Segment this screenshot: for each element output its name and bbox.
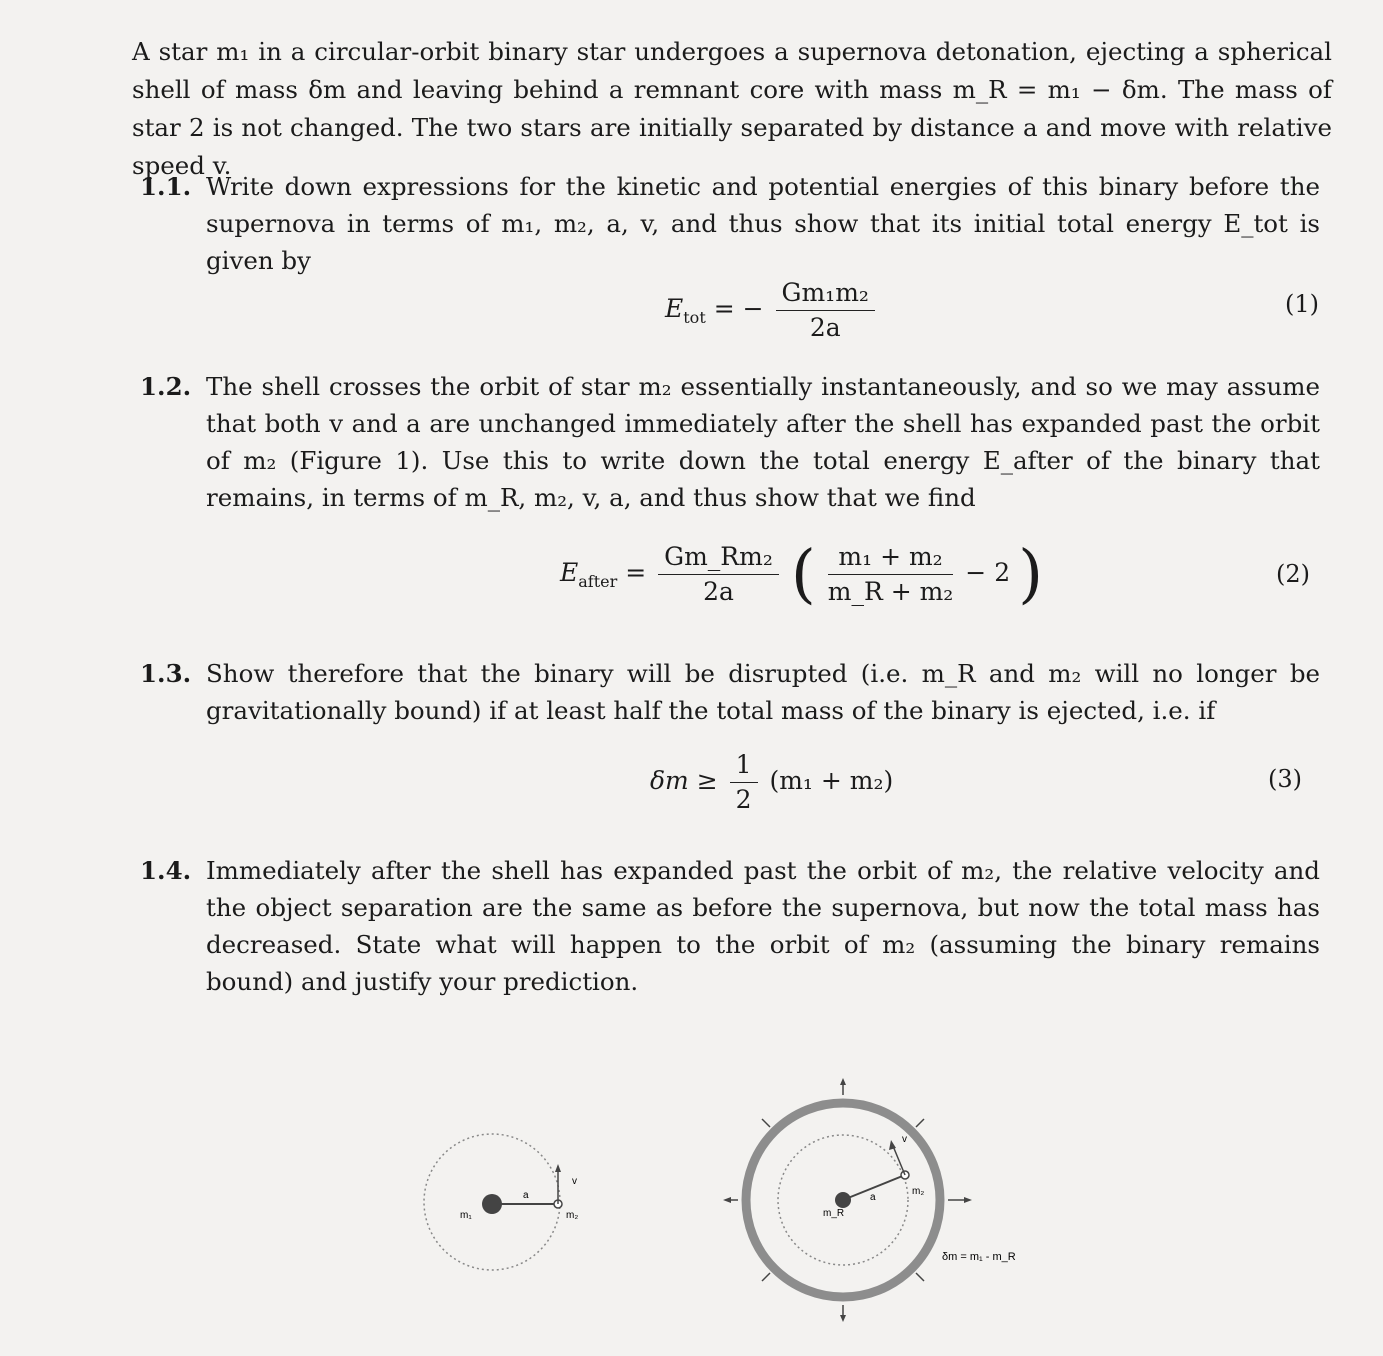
- arrow-head-icon: [889, 1140, 896, 1150]
- figure-1: [400, 1070, 1100, 1350]
- equation-1: $E_{tot}$ = − $\frac{\text{Gm₁m₂}}{2a}$: [665, 276, 879, 345]
- svg-text:v: v: [572, 1176, 577, 1187]
- svg-text:m₁: m₁: [460, 1210, 472, 1221]
- svg-text:m_R: m_R: [823, 1208, 845, 1219]
- question-number: 1.2.: [140, 372, 192, 401]
- svg-text:a: a: [523, 1190, 529, 1201]
- equation-3-number: (3): [1268, 765, 1302, 793]
- question-text: The shell crosses the orbit of star m₂ essentially instantaneously, and so we may assume that both v and a are unchanged immediately after the shell has expanded past the orbit of m₂ (Figure 1). Use this to write down the total energy E_after of the binary that remains, in terms of m_R, m₂, v, a, and thus show that we find: [206, 372, 1320, 512]
- arrow-head-icon: [555, 1164, 561, 1172]
- equation-2-number: (2): [1276, 560, 1310, 588]
- question-1-2: [140, 368, 1320, 516]
- question-text: Write down expressions for the kinetic and potential energies of this binary before the supernova in terms of m₁, m₂, a, v, and thus show that its initial total energy E_tot is given by: [206, 172, 1320, 275]
- intro-paragraph: A star m₁ in a circular-orbit binary star undergoes a supernova detonation, ejecting a spherical shell of mass δm and leaving behind a remnant core with mass m_R = m₁ − δm. The mass of star 2 is not changed. The two stars are initially separated by distance a and move with relative speed v.: [132, 36, 1332, 180]
- svg-text:m₂: m₂: [912, 1186, 925, 1197]
- question-number: 1.1.: [140, 172, 192, 201]
- arrow-head-icon: [964, 1197, 972, 1203]
- arrow-head-icon: [840, 1315, 846, 1322]
- svg-text:a: a: [870, 1192, 876, 1203]
- svg-text:m₂: m₂: [566, 1210, 579, 1221]
- equation-2: $E_{after}$ = $\frac{\text{Gm\_Rm₂}}{2a}$ ( $\frac{\text{m₁ + m₂}}{\text{m\_R + m₂}}$ − 2 ): [560, 537, 1044, 612]
- question-text: Immediately after the shell has expanded past the orbit of m₂, the relative velocity and the object separation are the same as before the supernova, but now the total mass has decreased. State what will happen to the orbit of m₂ (assuming the binary remains bound) and justify your prediction.: [206, 856, 1320, 996]
- svg-text:v: v: [902, 1134, 907, 1145]
- svg-text:δm = m₁ - m_R: δm = m₁ - m_R: [942, 1251, 1016, 1263]
- question-1-1: [140, 168, 1320, 279]
- arrow-head-icon: [723, 1197, 731, 1203]
- question-text: Show therefore that the binary will be disrupted (i.e. m_R and m₂ will no longer be gravitationally bound) if at least half the total mass of the binary is ejected, i.e. if: [206, 659, 1320, 725]
- arrow-head-icon: [840, 1078, 846, 1085]
- question-1-3: [140, 655, 1320, 729]
- question-number: 1.3.: [140, 659, 192, 688]
- question-number: 1.4.: [140, 856, 192, 885]
- equation-3: δm ≥ $\frac{1}{2}$ (m₁ + m₂): [650, 750, 894, 814]
- equation-1-number: (1): [1285, 290, 1319, 318]
- question-1-4: [140, 852, 1320, 1000]
